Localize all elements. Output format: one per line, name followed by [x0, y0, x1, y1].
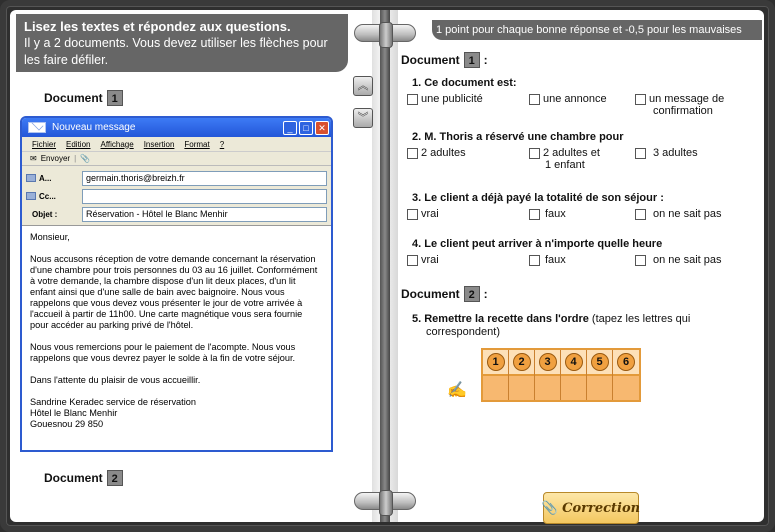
minimize-icon[interactable]: _: [283, 121, 297, 135]
email-window: [20, 116, 333, 452]
order-input-5[interactable]: [587, 376, 612, 400]
window-controls: [283, 121, 331, 135]
menu-edition[interactable]: Edition: [66, 139, 91, 149]
chevron-up-icon: ︽: [357, 80, 369, 92]
send-icon: ✉: [30, 154, 37, 163]
correction-label: Correction: [562, 500, 641, 516]
q2-option-1[interactable]: 2 adultes: [407, 147, 466, 159]
q3-option-2[interactable]: faux: [529, 208, 566, 220]
menu-insertion[interactable]: Insertion: [143, 139, 175, 149]
email-toolbar: ✉ Envoyer | 📎: [22, 152, 331, 166]
instructions-line3: les faire défiler.: [24, 53, 109, 67]
checkbox[interactable]: [635, 255, 646, 266]
scroll-down-button[interactable]: [353, 108, 373, 128]
email-para3: Dans l'attente du plaisir de vous accueillir.: [30, 375, 201, 385]
checkbox[interactable]: [635, 148, 646, 159]
menu-affichage[interactable]: Affichage: [100, 139, 134, 149]
checkbox[interactable]: [407, 255, 418, 266]
email-headers: [22, 166, 331, 226]
left-doc2-label: [44, 470, 123, 486]
right-doc1-text: Document: [401, 53, 460, 67]
q4-option-3[interactable]: on ne sait pas: [635, 254, 722, 266]
email-para2: Nous vous remercions pour le paiement de l'acompte. Nous vous rappelons que vous devrez payer le solde à la fin de votre séjour.: [30, 342, 296, 363]
send-button[interactable]: Envoyer: [40, 154, 71, 163]
checkbox[interactable]: [529, 94, 540, 105]
checkbox[interactable]: [635, 94, 646, 105]
q1-option-3[interactable]: un message de confirmation: [635, 93, 724, 117]
instructions-line2: Il y a 2 documents. Vous devez utiliser les flèches pour: [24, 36, 328, 50]
menu-format[interactable]: Format: [184, 139, 210, 149]
checkbox[interactable]: [407, 148, 418, 159]
cc-field[interactable]: [82, 189, 327, 204]
spine-bar: [380, 10, 390, 522]
to-row: [26, 169, 327, 187]
right-doc1-colon: :: [483, 53, 488, 67]
q2-option-3[interactable]: 3 adultes: [635, 147, 698, 159]
to-field[interactable]: germain.thoris@breizh.fr: [82, 171, 327, 186]
cc-row: [26, 187, 327, 205]
binder-ring-bottom: [354, 492, 416, 510]
order-num-2: 2: [513, 353, 531, 371]
order-input-1[interactable]: [483, 376, 508, 400]
order-cell-1: [483, 350, 509, 400]
cc-label[interactable]: Cc...: [26, 192, 82, 201]
to-label[interactable]: A...: [26, 174, 82, 183]
checkbox[interactable]: [529, 148, 540, 159]
close-icon[interactable]: ✕: [315, 121, 329, 135]
binder-ring-top: [354, 24, 416, 42]
paperclip-icon: 📎: [541, 500, 559, 516]
order-num-6: 6: [617, 353, 635, 371]
q2-option-2[interactable]: 2 adultes et 1 enfant: [529, 147, 600, 171]
order-cell-6: [613, 350, 639, 400]
maximize-icon[interactable]: □: [299, 121, 313, 135]
question-1: 1. Ce document est:: [412, 77, 517, 89]
order-num-5: 5: [591, 353, 609, 371]
email-body: [22, 226, 331, 436]
q3-option-3[interactable]: on ne sait pas: [635, 208, 722, 220]
attach-icon[interactable]: 📎: [80, 154, 91, 163]
right-doc2-label: [401, 286, 488, 302]
instructions-title: Lisez les textes et répondez aux questions.: [24, 19, 291, 34]
question-2: 2. M. Thoris a réservé une chambre pour: [412, 131, 624, 143]
email-para1: Nous accusons réception de votre demande concernant la réservation d'une chambre pour trois personnes du 03 au 16 juillet. Conformément à votre demande, la chambre dispose d'un lit deux places, d'un lit enfant ainsi que d'une salle de bain avec baignoire. Nous vous rappelons que vous devez vous présenter le jour de votre arrivée à l'accueil à partir de 11h00. Une carte magnétique vous sera fournie pour accéder au parking privé de l'hôtel.: [30, 254, 318, 330]
checkbox[interactable]: [407, 94, 418, 105]
correction-button[interactable]: [543, 492, 639, 524]
subject-field[interactable]: Réservation - Hôtel le Blanc Menhir: [82, 207, 327, 222]
right-doc2-colon: :: [483, 287, 488, 301]
pencil-icon: ✍: [447, 382, 467, 399]
q1-option-1[interactable]: une publicité: [407, 93, 483, 105]
points-banner: 1 point pour chaque bonne réponse et -0,5 pour les mauvaises: [432, 20, 762, 40]
menu-fichier[interactable]: Fichier: [32, 139, 57, 149]
order-cell-4: [561, 350, 587, 400]
address-book-icon: [26, 192, 36, 200]
email-menubar: [22, 137, 331, 152]
email-sig1: Sandrine Keradec service de réservation: [30, 397, 196, 407]
question-3: 3. Le client a déjà payé la totalité de son séjour :: [412, 192, 664, 204]
order-input-2[interactable]: [509, 376, 534, 400]
checkbox[interactable]: [635, 209, 646, 220]
order-input-6[interactable]: [613, 376, 639, 400]
left-doc1-label: [44, 90, 123, 106]
left-doc2-badge: 2: [107, 470, 123, 486]
checkbox[interactable]: [407, 209, 418, 220]
checkbox[interactable]: [529, 255, 540, 266]
order-cell-2: [509, 350, 535, 400]
address-book-icon: [26, 174, 36, 182]
email-sig2: Hôtel le Blanc Menhir: [30, 408, 118, 418]
question-4: 4. Le client peut arriver à n'importe quelle heure: [412, 238, 663, 250]
order-num-4: 4: [565, 353, 583, 371]
q4-option-2[interactable]: faux: [529, 254, 566, 266]
order-num-3: 3: [539, 353, 557, 371]
envelope-icon: [28, 122, 46, 133]
email-window-title: Nouveau message: [52, 122, 136, 133]
right-doc1-label: [401, 52, 488, 68]
right-doc2-badge: 2: [464, 286, 480, 302]
email-titlebar: [22, 118, 331, 137]
right-doc1-badge: 1: [464, 52, 480, 68]
left-doc2-text: Document: [44, 471, 103, 485]
instructions-box: [16, 14, 348, 72]
order-input-4[interactable]: [561, 376, 586, 400]
q1-option-2[interactable]: une annonce: [529, 93, 607, 105]
order-table: [481, 348, 641, 402]
order-cell-3: [535, 350, 561, 400]
subject-label: Objet :: [32, 209, 58, 219]
question-5: 5. Remettre la recette dans l'ordre (tapez les lettres qui correspondent): [412, 313, 691, 338]
right-doc2-text: Document: [401, 287, 460, 301]
left-doc1-text: Document: [44, 91, 103, 105]
email-sig3: Gouesnou 29 850: [30, 419, 104, 429]
checkbox[interactable]: [529, 209, 540, 220]
left-doc1-badge: 1: [107, 90, 123, 106]
menu-help[interactable]: ?: [219, 139, 225, 149]
email-greeting: Monsieur,: [30, 232, 70, 242]
order-input-3[interactable]: [535, 376, 560, 400]
q3-option-1[interactable]: vrai: [407, 208, 439, 220]
q4-option-1[interactable]: vrai: [407, 254, 439, 266]
subject-row: [26, 205, 327, 223]
scroll-up-button[interactable]: [353, 76, 373, 96]
order-num-1: 1: [487, 353, 505, 371]
chevron-down-icon: ︾: [357, 112, 369, 124]
order-cell-5: [587, 350, 613, 400]
